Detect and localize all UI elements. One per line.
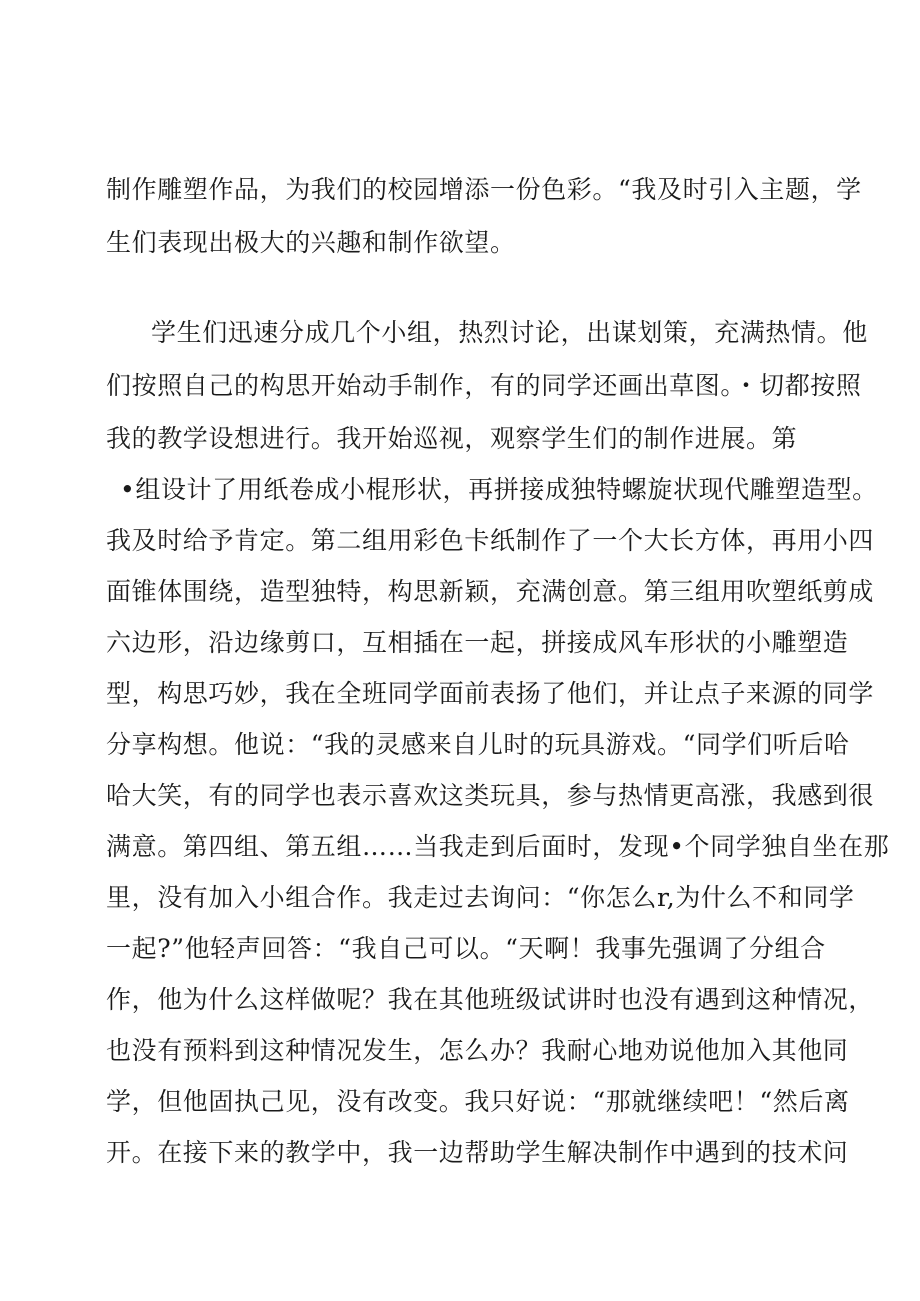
text-line: 学生们迅速分成几个小组，热烈讨论，出谋划策，充满热情。他 xyxy=(151,318,868,347)
text-line: 分享构想。他说：“我的灵感来自儿时的玩具游戏。“同学们听后哈 xyxy=(106,730,850,759)
text-line: 学，但他固执己见，没有改变。我只好说：“那就继续吧！“然后离 xyxy=(106,1087,850,1116)
text-line: 制作雕塑作品，为我们的校园增添一份色彩。“我及时引入主题，学 xyxy=(106,175,862,204)
text-line: 满意。第四组、第五组……当我走到后面时，发现•个同学独自坐在那 xyxy=(106,832,890,861)
text-line: 我的教学设想进行。我开始巡视，观察学生们的制作进展。第 xyxy=(106,424,798,453)
text-line: 哈大笑，有的同学也表示喜欢这类玩具，参与热情更高涨，我感到很 xyxy=(106,781,875,810)
text-line: 们按照自己的构思开始动手制作，有的同学还画出草图。・切都按照 xyxy=(106,371,862,400)
text-line: 六边形，沿边缘剪口，互相插在一起，拼接成风车形状的小雕塑造 xyxy=(106,628,849,657)
text-line: 作，他为什么这样做呢？我在其他班级试讲时也没有遇到这种情况， xyxy=(106,985,875,1014)
text-line: 型，构思巧妙，我在全班同学面前表扬了他们，并让点子来源的同学 xyxy=(106,679,875,708)
text-line: 开。在接下来的教学中，我一边帮助学生解决制作中遇到的技术问 xyxy=(106,1138,849,1167)
text-line: 里，没有加入小组合作。我走过去询问：“你怎么r,为什么不和同学 xyxy=(106,883,855,912)
text-line: 也没有预料到这种情况发生，怎么办？我耐心地劝说他加入其他同 xyxy=(106,1036,849,1065)
text-line: 一起?”他轻声回答：“我自己可以。“天啊！我事先强调了分组合 xyxy=(106,934,826,963)
text-line: 我及时给予肯定。第二组用彩色卡纸制作了一个大长方体，再用小四 xyxy=(106,526,875,555)
text-line: •组设计了用纸卷成小棍形状，再拼接成独特螺旋状现代雕塑造型。 xyxy=(120,475,878,504)
text-line: 生们表现出极大的兴趣和制作欲望。 xyxy=(106,228,516,257)
text-line: 面锥体围绕，造型独特，构思新颖，充满创意。第三组用吹塑纸剪成 xyxy=(106,577,875,606)
